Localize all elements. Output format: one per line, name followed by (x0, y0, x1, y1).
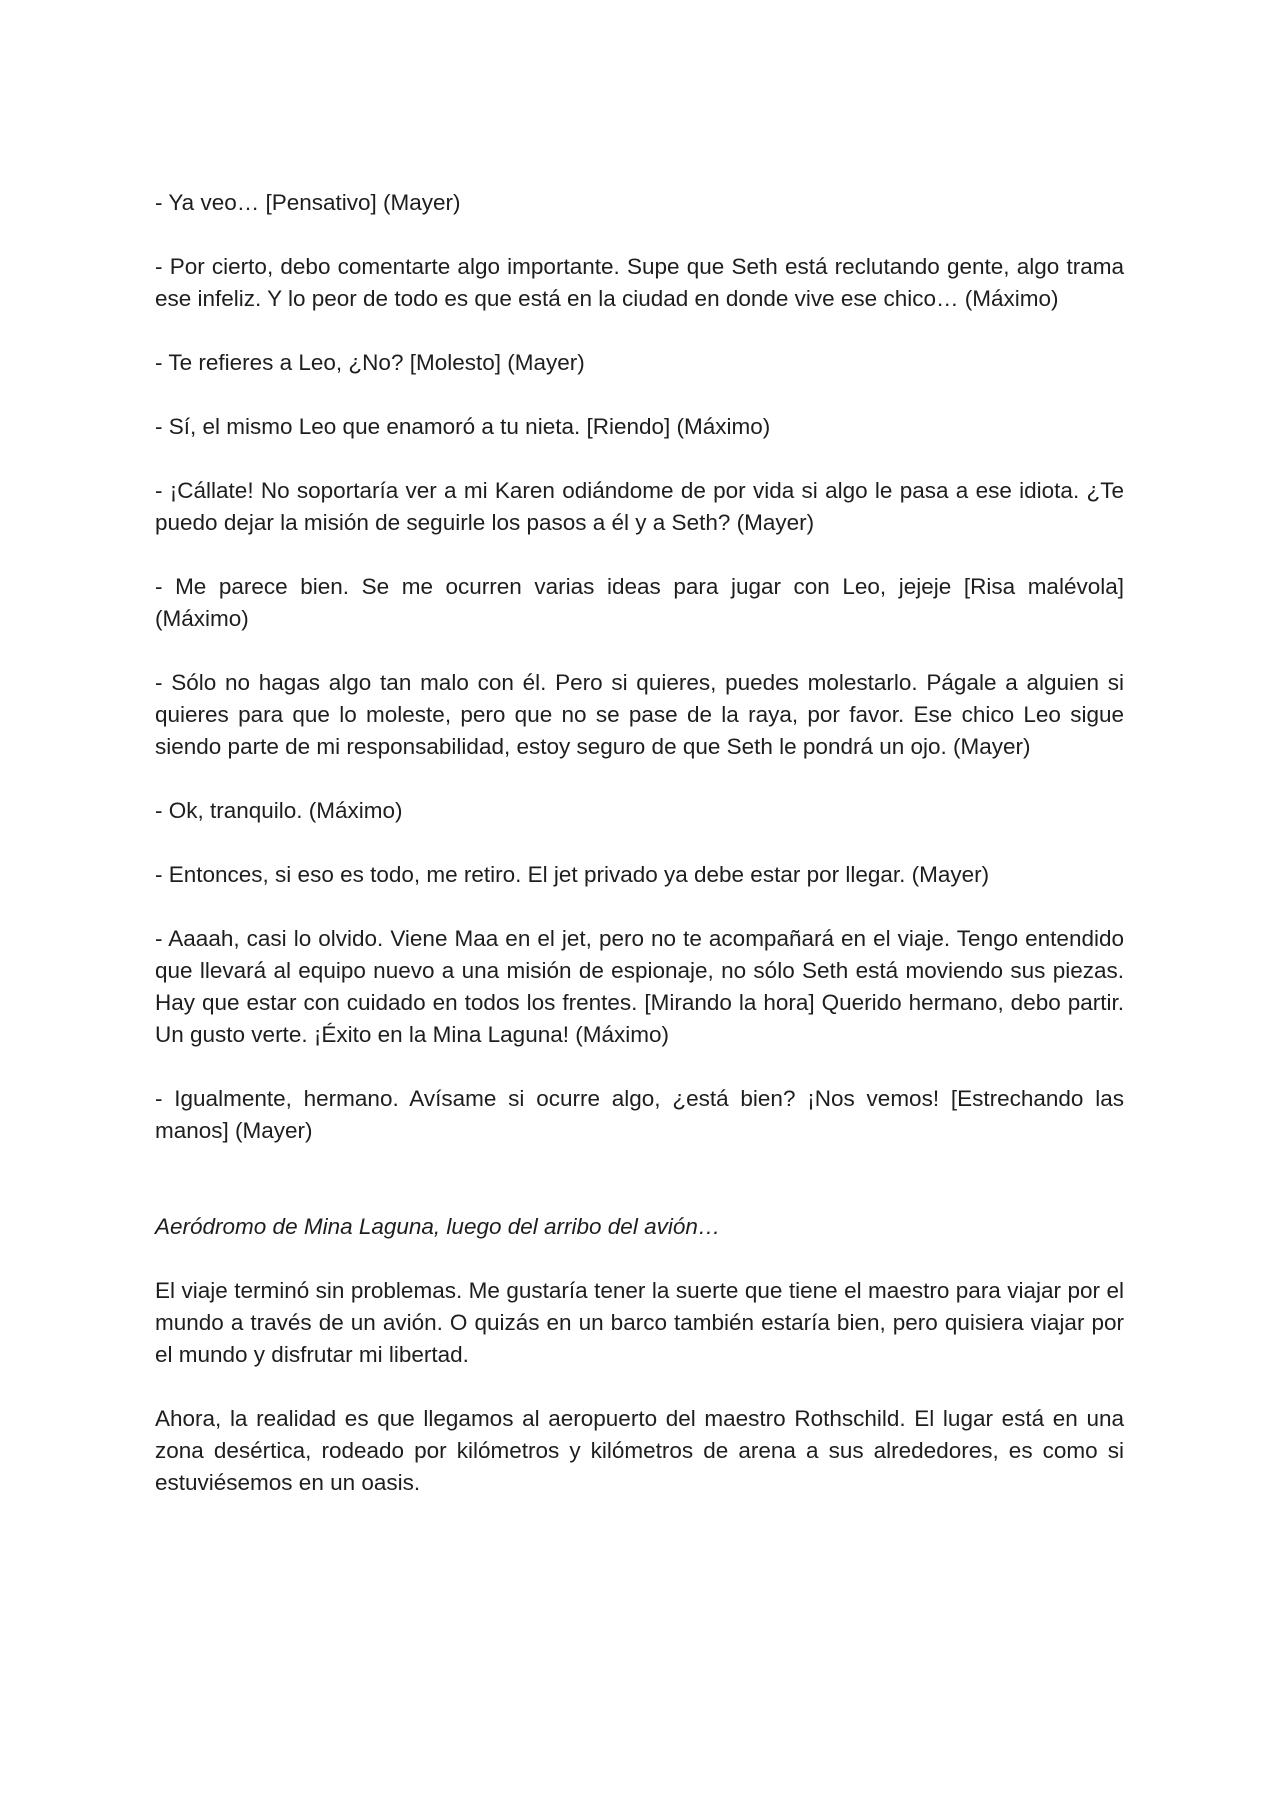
dialogue-line: - Entonces, si eso es todo, me retiro. El jet privado ya debe estar por llegar. (Mayer) (155, 862, 990, 887)
dialogue-line: - Por cierto, debo comentarte algo importante. Supe que Seth está reclutando gente, algo trama ese infeliz. Y lo peor de todo es que está en la ciudad en donde vive ese chico… (Máximo) (155, 254, 1124, 311)
dialogue-line: - Aaaah, casi lo olvido. Viene Maa en el jet, pero no te acompañará en el viaje. Tengo entendido que llevará al equipo nuevo a una misión de espionaje, no sólo Seth está moviendo sus piezas. Hay que estar con cuidado en todos los frentes. [Mirando la hora] Querido hermano, debo partir. Un gusto verte. ¡Éxito en la Mina Laguna! (Máximo) (155, 926, 1124, 1047)
dialogue-line: - Te refieres a Leo, ¿No? [Molesto] (Mayer) (155, 350, 585, 375)
narration-paragraph: El viaje terminó sin problemas. Me gustaría tener la suerte que tiene el maestro para viajar por el mundo a través de un avión. O quizás en un barco también estaría bien, pero quisiera viajar por el mundo y disfrutar mi libertad. (155, 1278, 1124, 1367)
dialogue-line: - Sólo no hagas algo tan malo con él. Pero si quieres, puedes molestarlo. Págale a alguien si quieres para que lo moleste, pero que no se pase de la raya, por favor. Ese chico Leo sigue siendo parte de mi responsabilidad, estoy seguro de que Seth le pondrá un ojo. (Mayer) (155, 670, 1124, 759)
dialogue-line: - ¡Cállate! No soportaría ver a mi Karen odiándome de por vida si algo le pasa a ese idiota. ¿Te puedo dejar la misión de seguirle los pasos a él y a Seth? (Mayer) (155, 478, 1124, 535)
dialogue-line: - Sí, el mismo Leo que enamoró a tu nieta. [Riendo] (Máximo) (155, 414, 771, 439)
dialogue-line: - Me parece bien. Se me ocurren varias ideas para jugar con Leo, jejeje [Risa malévola] (Máximo) (155, 574, 1124, 631)
dialogue-line: - Igualmente, hermano. Avísame si ocurre algo, ¿está bien? ¡Nos vemos! [Estrechando las manos] (Mayer) (155, 1086, 1124, 1143)
dialogue-line: - Ok, tranquilo. (Máximo) (155, 798, 403, 823)
dialogue-line: - Ya veo… [Pensativo] (Mayer) (155, 190, 461, 215)
document-page (155, 187, 1124, 1531)
narration-paragraph: Ahora, la realidad es que llegamos al aeropuerto del maestro Rothschild. El lugar está en una zona desértica, rodeado por kilómetros y kilómetros de arena a sus alrededores, es como si estuviésemos en un oasis. (155, 1406, 1124, 1495)
scene-heading: Aeródromo de Mina Laguna, luego del arribo del avión… (155, 1214, 721, 1239)
